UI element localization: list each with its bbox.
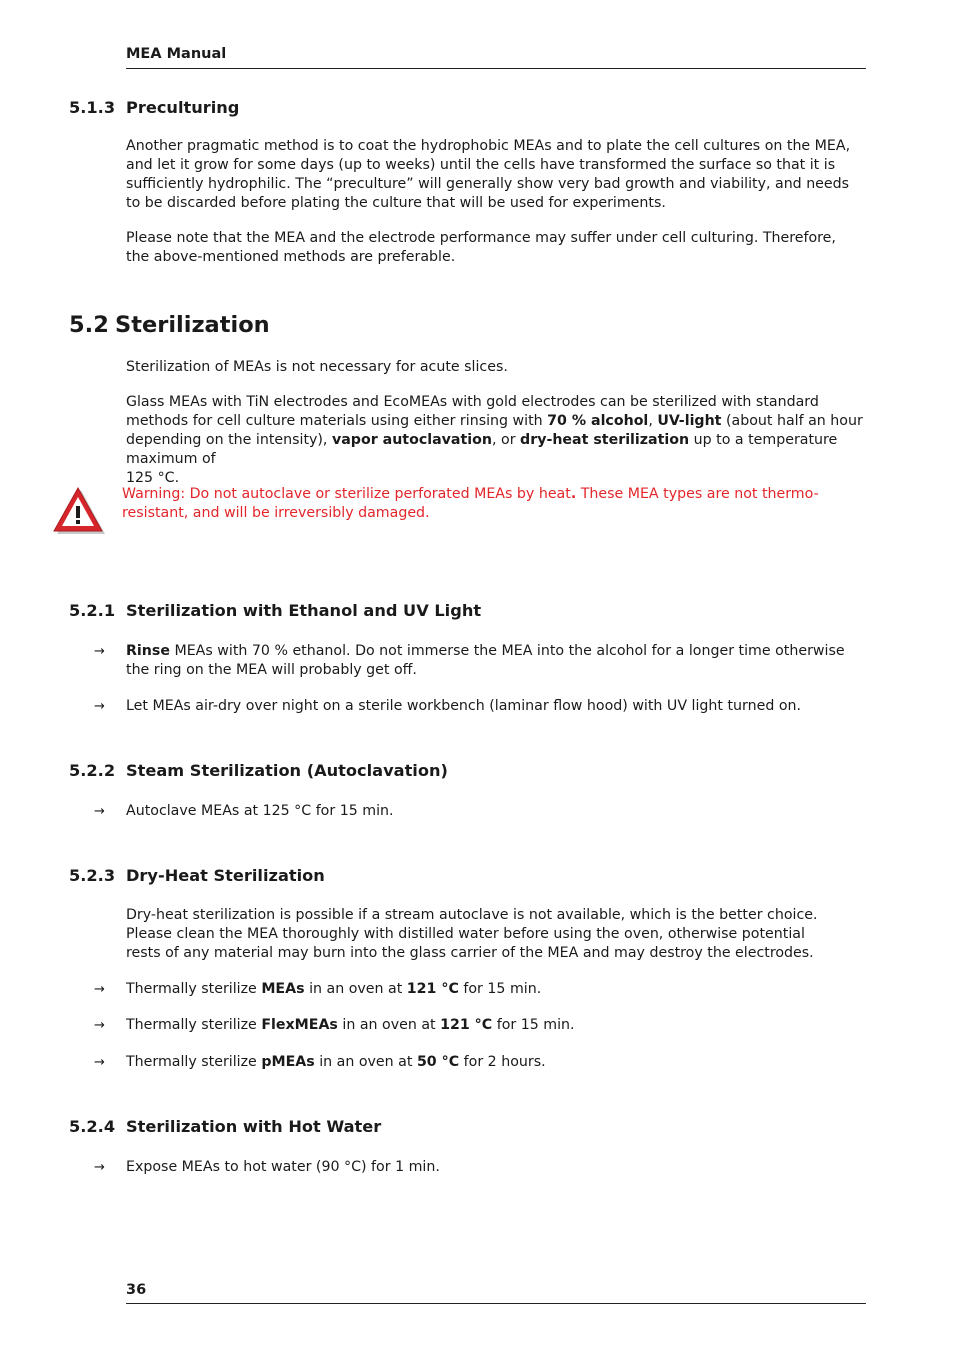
sterilization-paragraph-2 <box>126 393 866 488</box>
running-header-title: MEA Manual <box>126 46 227 62</box>
warning-text <box>122 485 842 523</box>
right-arrow-icon: → <box>94 1160 105 1175</box>
bold-run: MEAs <box>261 981 305 997</box>
text-line: Dry-heat sterilization is possible if a stream autoclave is not available, which is the better choice. <box>126 907 818 923</box>
right-arrow-icon: → <box>94 1055 105 1070</box>
text-run: 125 °C. <box>126 470 180 486</box>
text-run: Warning: Do not autoclave or sterilize perforated MEAs by heat <box>122 486 571 502</box>
text-line: the above-mentioned methods are preferable. <box>126 249 456 265</box>
text-run: in an oven at <box>337 1017 441 1033</box>
warning-triangle-icon <box>52 486 106 536</box>
list-item <box>94 642 864 680</box>
text-run: , or <box>492 432 521 448</box>
sterilization-paragraph-1: Sterilization of MEAs is not necessary for acute slices. <box>126 359 508 375</box>
list-item <box>94 1016 864 1035</box>
preculturing-paragraph-2 <box>126 229 866 267</box>
bold-run: pMEAs <box>261 1054 315 1070</box>
heading-5-2-2 <box>69 761 448 781</box>
bold-run: 50 °C <box>416 1054 460 1070</box>
text-run: (about half an hour depending on the intensity), <box>126 413 863 448</box>
section-number: 5.2.3 <box>69 866 116 885</box>
list-item <box>94 1158 864 1177</box>
list-item-text <box>126 1016 864 1035</box>
list-item <box>94 697 864 716</box>
text-run: , <box>648 413 658 429</box>
bold-run: vapor autoclavation <box>331 432 492 448</box>
text-run: in an oven at <box>304 981 407 997</box>
heading-5-2-1 <box>69 601 481 621</box>
bold-run: 70 % alcohol <box>547 413 649 429</box>
list-item-text: Autoclave MEAs at 125 °C for 15 min. <box>126 803 394 819</box>
section-number: 5.2.2 <box>69 761 116 780</box>
preculturing-paragraph-1: Another pragmatic method is to coat the hydrophobic MEAs and to plate the cell cultures on the MEA, and let it grow for some days (up to weeks) until the cells have transformed the surface so that it is sufficiently hydrophilic. The “preculture” will generally show very bad growth and viability, and needs to be discarded before plating the culture that will be used for experiments. <box>126 138 851 211</box>
text-run: MEAs with 70 % ethanol. Do not immerse the MEA into the alcohol for a longer time otherwise the ring on the MEA will probably get off. <box>126 643 845 678</box>
text-run: up to a temperature maximum of <box>126 432 838 467</box>
section-title: Dry-Heat Sterilization <box>126 866 325 885</box>
right-arrow-icon: → <box>94 982 105 997</box>
bold-run: dry-heat sterilization <box>520 432 690 448</box>
section-title: Sterilization with Hot Water <box>126 1117 382 1136</box>
bold-run: 121 °C <box>440 1017 493 1033</box>
text-line: Please clean the MEA thoroughly with distilled water before using the oven, otherwise potential <box>126 926 805 942</box>
heading-5-2-4 <box>69 1117 381 1137</box>
list-item-text: Expose MEAs to hot water (90 °C) for 1 min. <box>126 1159 440 1175</box>
bold-run: 121 °C <box>406 981 459 997</box>
right-arrow-icon: → <box>94 1018 105 1033</box>
section-number: 5.2.4 <box>69 1117 116 1136</box>
text-run: in an oven at <box>314 1054 417 1070</box>
header-rule <box>126 68 866 69</box>
right-arrow-icon: → <box>94 699 105 714</box>
heading-5-2 <box>69 311 270 339</box>
text-run: Thermally sterilize <box>126 981 262 997</box>
list-item <box>94 1053 864 1072</box>
text-line: rests of any material may burn into the glass carrier of the MEA and may destroy the electrodes. <box>126 945 814 961</box>
heading-5-2-3 <box>69 866 325 886</box>
heading-5-1-3 <box>69 98 239 118</box>
text-run: for 15 min. <box>492 1017 575 1033</box>
section-title: Sterilization with Ethanol and UV Light <box>126 601 482 620</box>
bold-run: Rinse <box>126 643 170 659</box>
footer-rule <box>126 1303 866 1304</box>
page-number: 36 <box>126 1282 147 1298</box>
bold-run: FlexMEAs <box>261 1017 338 1033</box>
section-number: 5.2.1 <box>69 601 116 620</box>
text-run: Thermally sterilize <box>126 1054 262 1070</box>
section-number: 5.1.3 <box>69 98 116 117</box>
section-number: 5.2 <box>69 312 109 338</box>
right-arrow-icon: → <box>94 644 105 659</box>
list-item-text <box>126 980 864 999</box>
text-run: Glass MEAs with TiN electrodes and EcoMEAs with gold electrodes can be sterilized with standard methods for cell culture materials using either rinsing with <box>126 394 819 429</box>
section-title: Sterilization <box>115 312 270 338</box>
text-run: Thermally sterilize <box>126 1017 262 1033</box>
list-item-text <box>126 1053 864 1072</box>
text-run: for 15 min. <box>458 981 542 997</box>
bold-run: UV-light <box>657 413 722 429</box>
text-line: Please note that the MEA and the electrode performance may suffer under cell culturing. Therefore, <box>126 230 836 246</box>
list-item-text <box>126 642 864 680</box>
right-arrow-icon: → <box>94 804 105 819</box>
list-item <box>94 980 864 999</box>
list-item <box>94 802 864 821</box>
section-title: Preculturing <box>126 98 240 117</box>
text-run: These MEA types are not thermo-resistant, and will be irreversibly damaged. <box>122 486 819 521</box>
text-run: for 2 hours. <box>459 1054 546 1070</box>
list-item-text: Let MEAs air-dry over night on a sterile workbench (laminar flow hood) with UV light turned on. <box>126 698 802 714</box>
dry-heat-paragraph <box>126 906 866 963</box>
section-title: Steam Sterilization (Autoclavation) <box>126 761 448 780</box>
bold-run: . <box>570 486 577 502</box>
